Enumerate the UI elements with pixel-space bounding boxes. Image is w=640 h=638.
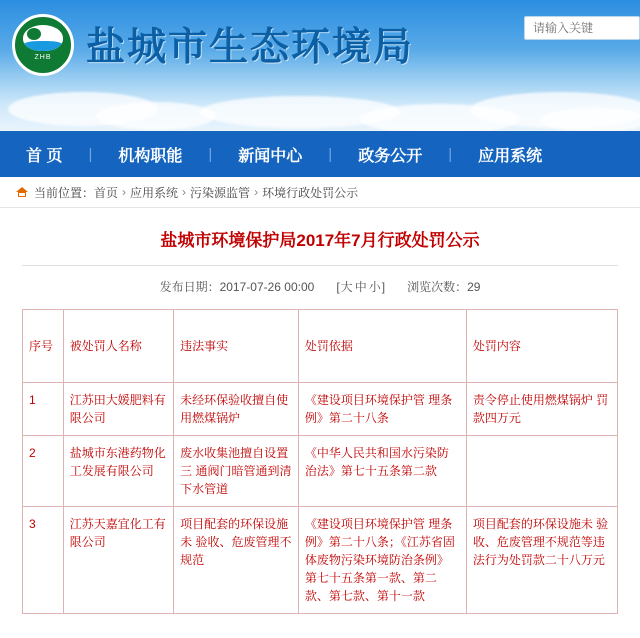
- table-header-row: [23, 310, 618, 383]
- font-size-small-button[interactable]: 小: [368, 280, 381, 294]
- column-header-content: 处罚内容: [466, 310, 617, 383]
- cell-content: 项目配套的环保设施未 验收、危废管理不规范等违法行为处罚款二十八万元: [466, 507, 617, 614]
- search-input[interactable]: [531, 20, 639, 36]
- publish-date-value: 2017-07-26 00:00: [219, 280, 315, 294]
- search-box[interactable]: [524, 16, 640, 40]
- cell-content: [466, 436, 617, 507]
- main-navigation: [0, 131, 640, 177]
- article: [0, 208, 640, 614]
- font-size-medium-button[interactable]: 中: [354, 280, 367, 294]
- cloud-decoration: [540, 108, 640, 131]
- penalty-table: [22, 309, 618, 614]
- breadcrumb-item-applications[interactable]: 应用系统: [130, 185, 179, 200]
- cell-basis: 《建设项目环境保护管 理条例》第二十八条；《江苏省固体废物污染环境防治条例》第七十五条第一款、第二款、第七款、第十一款: [298, 507, 466, 614]
- home-icon: [16, 187, 28, 198]
- cell-basis: 《建设项目环境保护管 理条例》第二十八条: [298, 383, 466, 436]
- nav-separator: |: [448, 145, 453, 163]
- column-header-fact: 违法事实: [174, 310, 299, 383]
- column-header-name: 被处罚人名称: [63, 310, 173, 383]
- font-size-large-button[interactable]: 大: [340, 280, 353, 294]
- table-row: [23, 383, 618, 436]
- bracket-open: [: [336, 280, 340, 294]
- font-size-control: [336, 278, 385, 295]
- column-header-index: 序号: [23, 310, 64, 383]
- cell-index: 1: [23, 383, 64, 436]
- cell-fact: 项目配套的环保设施未 验收、危废管理不规范: [174, 507, 299, 614]
- cell-name: 盐城市东港药物化工发展有限公司: [63, 436, 173, 507]
- breadcrumb-separator: ›: [254, 185, 259, 199]
- breadcrumb-item-penalty-disclosure[interactable]: 环境行政处罚公示: [262, 185, 359, 200]
- nav-separator: |: [328, 145, 333, 163]
- logo-text: ZHB: [34, 54, 52, 61]
- view-count-label: 浏览次数：: [407, 280, 468, 294]
- table-row: [23, 436, 618, 507]
- cloud-decoration: [96, 102, 216, 130]
- site-header: [0, 0, 640, 131]
- site-logo-icon: [12, 14, 74, 76]
- view-count: [407, 278, 480, 295]
- article-meta: [22, 266, 618, 309]
- table-row: [23, 507, 618, 614]
- cell-fact: 废水收集池擅自设置三 通阀门暗管通到清下水管道: [174, 436, 299, 507]
- breadcrumb: [0, 177, 640, 208]
- cell-index: 3: [23, 507, 64, 614]
- page-title: 盐城市环境保护局2017年7月行政处罚公示: [22, 208, 618, 266]
- cell-basis: 《中华人民共和国水污染防治法》第七十五条第二款: [298, 436, 466, 507]
- breadcrumb-separator: ›: [122, 185, 127, 199]
- cell-index: 2: [23, 436, 64, 507]
- logo-emblem-icon: [23, 25, 63, 51]
- nav-item-organization[interactable]: 机构职能: [118, 147, 183, 165]
- nav-item-applications[interactable]: 应用系统: [478, 147, 543, 165]
- bracket-close: ]: [381, 280, 386, 294]
- cell-name: 江苏田大媛肥料有限公司: [63, 383, 173, 436]
- publish-date-label: 发布日期：: [159, 280, 220, 294]
- breadcrumb-item-home[interactable]: 首页: [94, 185, 119, 200]
- cell-content: 责令停止使用燃煤锅炉 罚款四万元: [466, 383, 617, 436]
- site-title: 盐城市生态环境局: [86, 25, 415, 70]
- nav-item-home[interactable]: 首 页: [26, 147, 63, 165]
- breadcrumb-item-pollution-supervision[interactable]: 污染源监管: [190, 185, 251, 200]
- breadcrumb-separator: ›: [182, 185, 187, 199]
- view-count-value: 29: [467, 280, 481, 294]
- breadcrumb-prefix: 当前位置：: [34, 185, 95, 200]
- column-header-basis: 处罚依据: [298, 310, 466, 383]
- nav-separator: |: [208, 145, 213, 163]
- cell-fact: 未经环保验收擅自使用燃煤锅炉: [174, 383, 299, 436]
- cell-name: 江苏天嘉宜化工有限公司: [63, 507, 173, 614]
- nav-item-government-affairs[interactable]: 政务公开: [358, 147, 423, 165]
- nav-item-news[interactable]: 新闻中心: [238, 147, 303, 165]
- publish-date: [160, 278, 315, 295]
- nav-separator: |: [88, 145, 93, 163]
